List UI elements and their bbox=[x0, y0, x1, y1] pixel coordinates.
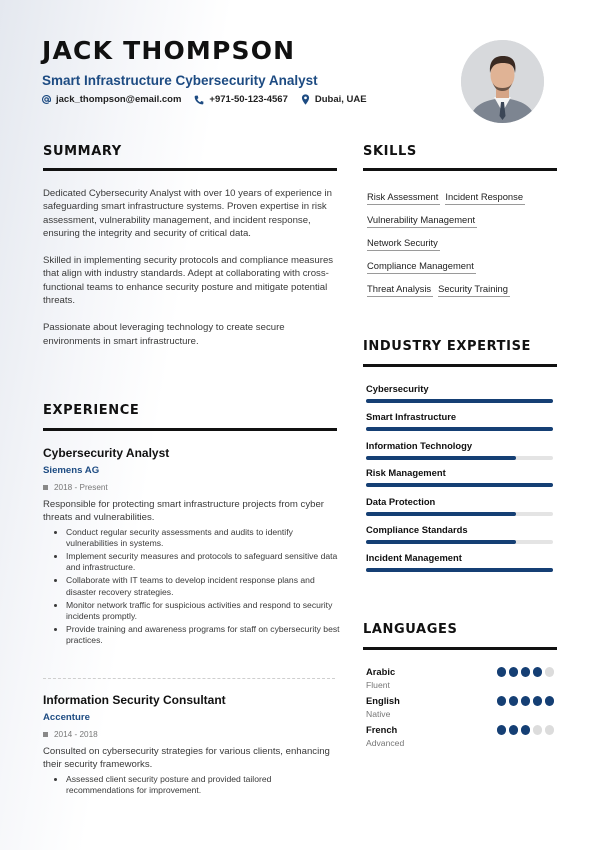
industry-expertise-heading: INDUSTRY EXPERTISE bbox=[363, 339, 532, 354]
rating-dot-filled bbox=[545, 696, 555, 706]
company-name: Accenture bbox=[43, 712, 90, 723]
language-level: Native bbox=[366, 709, 391, 719]
candidate-name: JACK THOMPSON bbox=[42, 36, 296, 65]
expertise-label: Incident Management bbox=[366, 552, 462, 563]
language-name: Arabic bbox=[366, 666, 396, 677]
expertise-item bbox=[366, 383, 553, 403]
experience-divider bbox=[43, 428, 337, 431]
calendar-icon bbox=[43, 485, 48, 490]
expertise-bar bbox=[366, 512, 553, 516]
expertise-item bbox=[366, 467, 553, 487]
language-item bbox=[366, 695, 554, 719]
job-bullet: • Implement security measures and protocols to safeguard sensitive data and infrastructure. bbox=[66, 551, 341, 574]
expertise-bar-fill bbox=[366, 483, 553, 487]
expertise-item bbox=[366, 440, 553, 460]
skill-tag: Compliance Management bbox=[367, 259, 476, 274]
avatar-portrait bbox=[461, 40, 544, 123]
summary-body bbox=[43, 187, 341, 348]
expertise-item bbox=[366, 524, 553, 544]
profile-photo bbox=[461, 40, 544, 123]
job-description: Consulted on cybersecurity strategies for various clients, enhancing their security frameworks. bbox=[43, 746, 330, 771]
expertise-item bbox=[366, 411, 553, 431]
calendar-icon bbox=[43, 732, 48, 737]
industry-expertise-divider bbox=[363, 364, 557, 367]
job-bullets bbox=[43, 527, 341, 647]
rating-dot-empty bbox=[545, 725, 555, 735]
job-headline: Smart Infrastructure Cybersecurity Analyst bbox=[42, 73, 318, 88]
summary-paragraph-2: Skilled in implementing security protocols and compliance measures that align with industry standards. Adept at collaborating with cross-functional teams to enhance security posture and mitigate potential threats. bbox=[43, 255, 334, 307]
expertise-bar bbox=[366, 568, 553, 572]
language-rating bbox=[494, 696, 554, 706]
job-separator bbox=[43, 678, 335, 679]
rating-dot-filled bbox=[509, 696, 519, 706]
job-dates bbox=[43, 730, 341, 739]
skill-tag: Security Training bbox=[438, 282, 510, 297]
expertise-bar bbox=[366, 427, 553, 431]
expertise-item bbox=[366, 496, 553, 516]
job-title: Cybersecurity Analyst bbox=[43, 446, 170, 460]
rating-dot-filled bbox=[497, 667, 507, 677]
job-dates-text: 2018 - Present bbox=[54, 483, 108, 492]
skill-tag: Threat Analysis bbox=[367, 282, 433, 297]
skill-tag: Risk Assessment bbox=[367, 190, 440, 205]
rating-dot-filled bbox=[497, 696, 507, 706]
job-bullet: • Provide training and awareness programs for staff on cybersecurity best practices. bbox=[66, 624, 341, 647]
skill-tag: Vulnerability Management bbox=[367, 213, 477, 228]
language-item bbox=[366, 666, 554, 690]
language-item bbox=[366, 724, 554, 748]
summary-heading: SUMMARY bbox=[43, 144, 122, 159]
rating-dot-filled bbox=[509, 667, 519, 677]
expertise-bar-fill bbox=[366, 456, 516, 460]
job-description: Responsible for protecting smart infrastructure projects from cyber threats and vulnerabilities. bbox=[43, 499, 324, 524]
contact-phone[interactable] bbox=[194, 94, 287, 105]
rating-dot-filled bbox=[521, 667, 531, 677]
company-name: Siemens AG bbox=[43, 465, 100, 476]
language-name: French bbox=[366, 724, 398, 735]
summary-divider bbox=[43, 168, 337, 171]
expertise-bar bbox=[366, 456, 553, 460]
skill-tag: Incident Response bbox=[445, 190, 525, 205]
expertise-bar-fill bbox=[366, 427, 553, 431]
language-rating bbox=[494, 667, 554, 677]
expertise-bar bbox=[366, 399, 553, 403]
language-level: Fluent bbox=[366, 680, 390, 690]
job-entry-1 bbox=[43, 446, 341, 649]
contact-info bbox=[42, 94, 380, 105]
skill-tag: Network Security bbox=[367, 236, 440, 251]
contact-location bbox=[301, 94, 367, 105]
job-bullet: • Collaborate with IT teams to develop incident response plans and disaster recovery strategies. bbox=[66, 575, 341, 598]
skills-heading: SKILLS bbox=[363, 144, 417, 159]
rating-dot-filled bbox=[509, 725, 519, 735]
rating-dot-filled bbox=[533, 667, 543, 677]
expertise-label: Smart Infrastructure bbox=[366, 411, 457, 422]
job-title: Information Security Consultant bbox=[43, 693, 226, 707]
language-rating bbox=[494, 725, 554, 735]
email-text: jack_thompson@email.com bbox=[56, 94, 182, 105]
summary-paragraph-3: Passionate about leveraging technology to create secure environments in smart infrastructure. bbox=[43, 322, 285, 347]
expertise-bar-fill bbox=[366, 399, 553, 403]
job-dates bbox=[43, 483, 341, 492]
summary-paragraph-1: Dedicated Cybersecurity Analyst with over 10 years of experience in safeguarding smart infrastructure systems. Proven expertise in risk assessment, vulnerability management, and incident response, ensuring the integrity and security of critical data. bbox=[43, 188, 333, 239]
expertise-bar bbox=[366, 483, 553, 487]
rating-dot-filled bbox=[533, 696, 543, 706]
expertise-bar-fill bbox=[366, 540, 516, 544]
skills-list bbox=[367, 190, 567, 305]
rating-dot-empty bbox=[545, 667, 555, 677]
job-bullet: • Assessed client security posture and provided tailored recommendations for improvement. bbox=[66, 774, 341, 797]
expertise-bar-fill bbox=[366, 568, 553, 572]
location-text: Dubai, UAE bbox=[314, 94, 367, 105]
rating-dot-empty bbox=[533, 725, 543, 735]
languages-heading: LANGUAGES bbox=[363, 622, 458, 637]
phone-icon bbox=[194, 95, 204, 105]
rating-dot-filled bbox=[497, 725, 507, 735]
expertise-bar-fill bbox=[366, 512, 516, 516]
expertise-item bbox=[366, 552, 553, 572]
phone-text: +971-50-123-4567 bbox=[209, 94, 288, 105]
job-bullet: • Monitor network traffic for suspicious activities and respond to security incidents promptly. bbox=[66, 600, 341, 623]
expertise-label: Compliance Standards bbox=[366, 524, 468, 535]
expertise-label: Data Protection bbox=[366, 496, 436, 507]
language-level: Advanced bbox=[366, 738, 405, 748]
expertise-label: Risk Management bbox=[366, 467, 446, 478]
rating-dot-filled bbox=[521, 725, 531, 735]
expertise-label: Cybersecurity bbox=[366, 383, 429, 394]
job-bullets bbox=[43, 774, 341, 797]
languages-divider bbox=[363, 647, 557, 650]
rating-dot-filled bbox=[521, 696, 531, 706]
expertise-label: Information Technology bbox=[366, 440, 473, 451]
map-pin-icon bbox=[301, 94, 310, 105]
contact-email[interactable] bbox=[42, 94, 181, 105]
job-bullet: • Conduct regular security assessments and audits to identify vulnerabilities in systems. bbox=[66, 527, 341, 550]
at-icon bbox=[42, 95, 51, 104]
experience-heading: EXPERIENCE bbox=[43, 403, 140, 418]
job-entry-2 bbox=[43, 693, 341, 798]
expertise-bar bbox=[366, 540, 553, 544]
language-name: English bbox=[366, 695, 400, 706]
skills-divider bbox=[363, 168, 557, 171]
job-dates-text: 2014 - 2018 bbox=[54, 730, 98, 739]
